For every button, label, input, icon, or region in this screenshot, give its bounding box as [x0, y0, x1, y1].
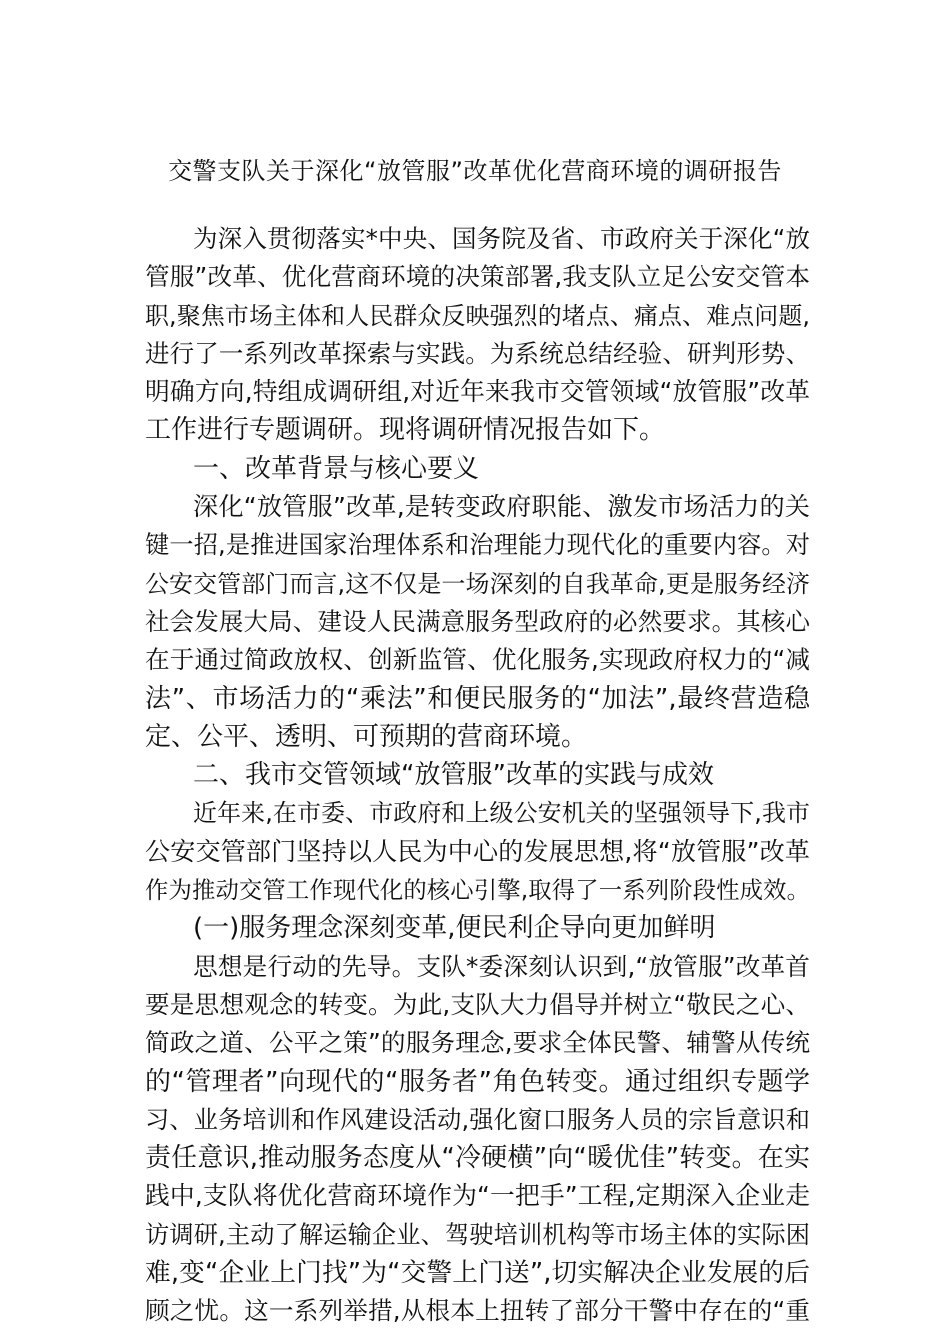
body-line: 工作进行专题调研。现将调研情况报告如下。: [145, 415, 666, 446]
body-line: 一、改革背景与核心要义: [193, 453, 480, 484]
body-line: 公安交管部门而言,这不仅是一场深刻的自我革命,更是服务经济: [145, 569, 810, 598]
body-line: 践中,支队将优化营商环境作为“一把手”工程,定期深入企业走: [145, 1181, 810, 1211]
body-line: 的“管理者”向现代的“服务者”角色转变。通过组织专题学: [145, 1066, 810, 1097]
body-line: 键一招,是推进国家治理体系和治理能力现代化的重要内容。对: [145, 531, 810, 560]
body-line: 为深入贯彻落实*中央、国务院及省、市政府关于深化“放: [193, 224, 810, 253]
body-line: 访调研,主动了解运输企业、驾驶培训机构等市场主体的实际困: [145, 1220, 810, 1249]
body-line: 近年来,在市委、市政府和上级公安机关的坚强领导下,我市: [193, 799, 810, 828]
body-line: 习、业务培训和作风建设活动,强化窗口服务人员的宗旨意识和: [145, 1105, 810, 1134]
body-line: 作为推动交管工作现代化的核心引擎,取得了一系列阶段性成效。: [145, 876, 810, 905]
body-line: 要是思想观念的转变。为此,支队大力倡导并树立“敬民之心、: [145, 989, 810, 1019]
body-line: 职,聚焦市场主体和人民群众反映强烈的堵点、痛点、难点问题,: [145, 301, 810, 330]
body-line: 深化“放管服”改革,是转变政府职能、激发市场活力的关: [193, 492, 810, 522]
body-line: 进行了一系列改革探索与实践。为系统总结经验、研判形势、: [145, 338, 810, 368]
document-body: [145, 220, 810, 1331]
body-line: 二、我市交管领域“放管服”改革的实践与成效: [193, 760, 714, 791]
body-line: 法”、市场活力的“乘法”和便民服务的“加法”,最终营造稳: [145, 683, 810, 714]
body-line: 定、公平、透明、可预期的营商环境。: [145, 721, 588, 752]
body-line: 难,变“企业上门找”为“交警上门送”,切实解决企业发展的后: [145, 1258, 810, 1289]
body-line: 明确方向,特组成调研组,对近年来我市交管领域“放管服”改革: [145, 377, 810, 407]
body-line: 责任意识,推动服务态度从“冷硬横”向“暖优佳”转变。在实: [145, 1143, 810, 1174]
body-line: 简政之道、公平之策”的服务理念,要求全体民警、辅警从传统: [145, 1028, 810, 1058]
body-line: (一)服务理念深刻变革,便民利企导向更加鲜明: [193, 913, 716, 944]
document-title: 交警支队关于深化“放管服”改革优化营商环境的调研报告: [168, 157, 782, 185]
body-line: 公安交管部门坚持以人民为中心的发展思想,将“放管服”改革: [145, 836, 810, 866]
body-line: 思想是行动的先导。支队*委深刻认识到,“放管服”改革首: [193, 951, 810, 981]
body-line: 管服”改革、优化营商环境的决策部署,我支队立足公安交管本: [145, 262, 810, 292]
body-line: 在于通过简政放权、创新监管、优化服务,实现政府权力的“减: [145, 645, 810, 675]
body-line: 社会发展大局、建设人民满意服务型政府的必然要求。其核心: [145, 606, 810, 636]
body-line: 顾之忧。这一系列举措,从根本上扭转了部分干警中存在的“重: [145, 1296, 810, 1326]
